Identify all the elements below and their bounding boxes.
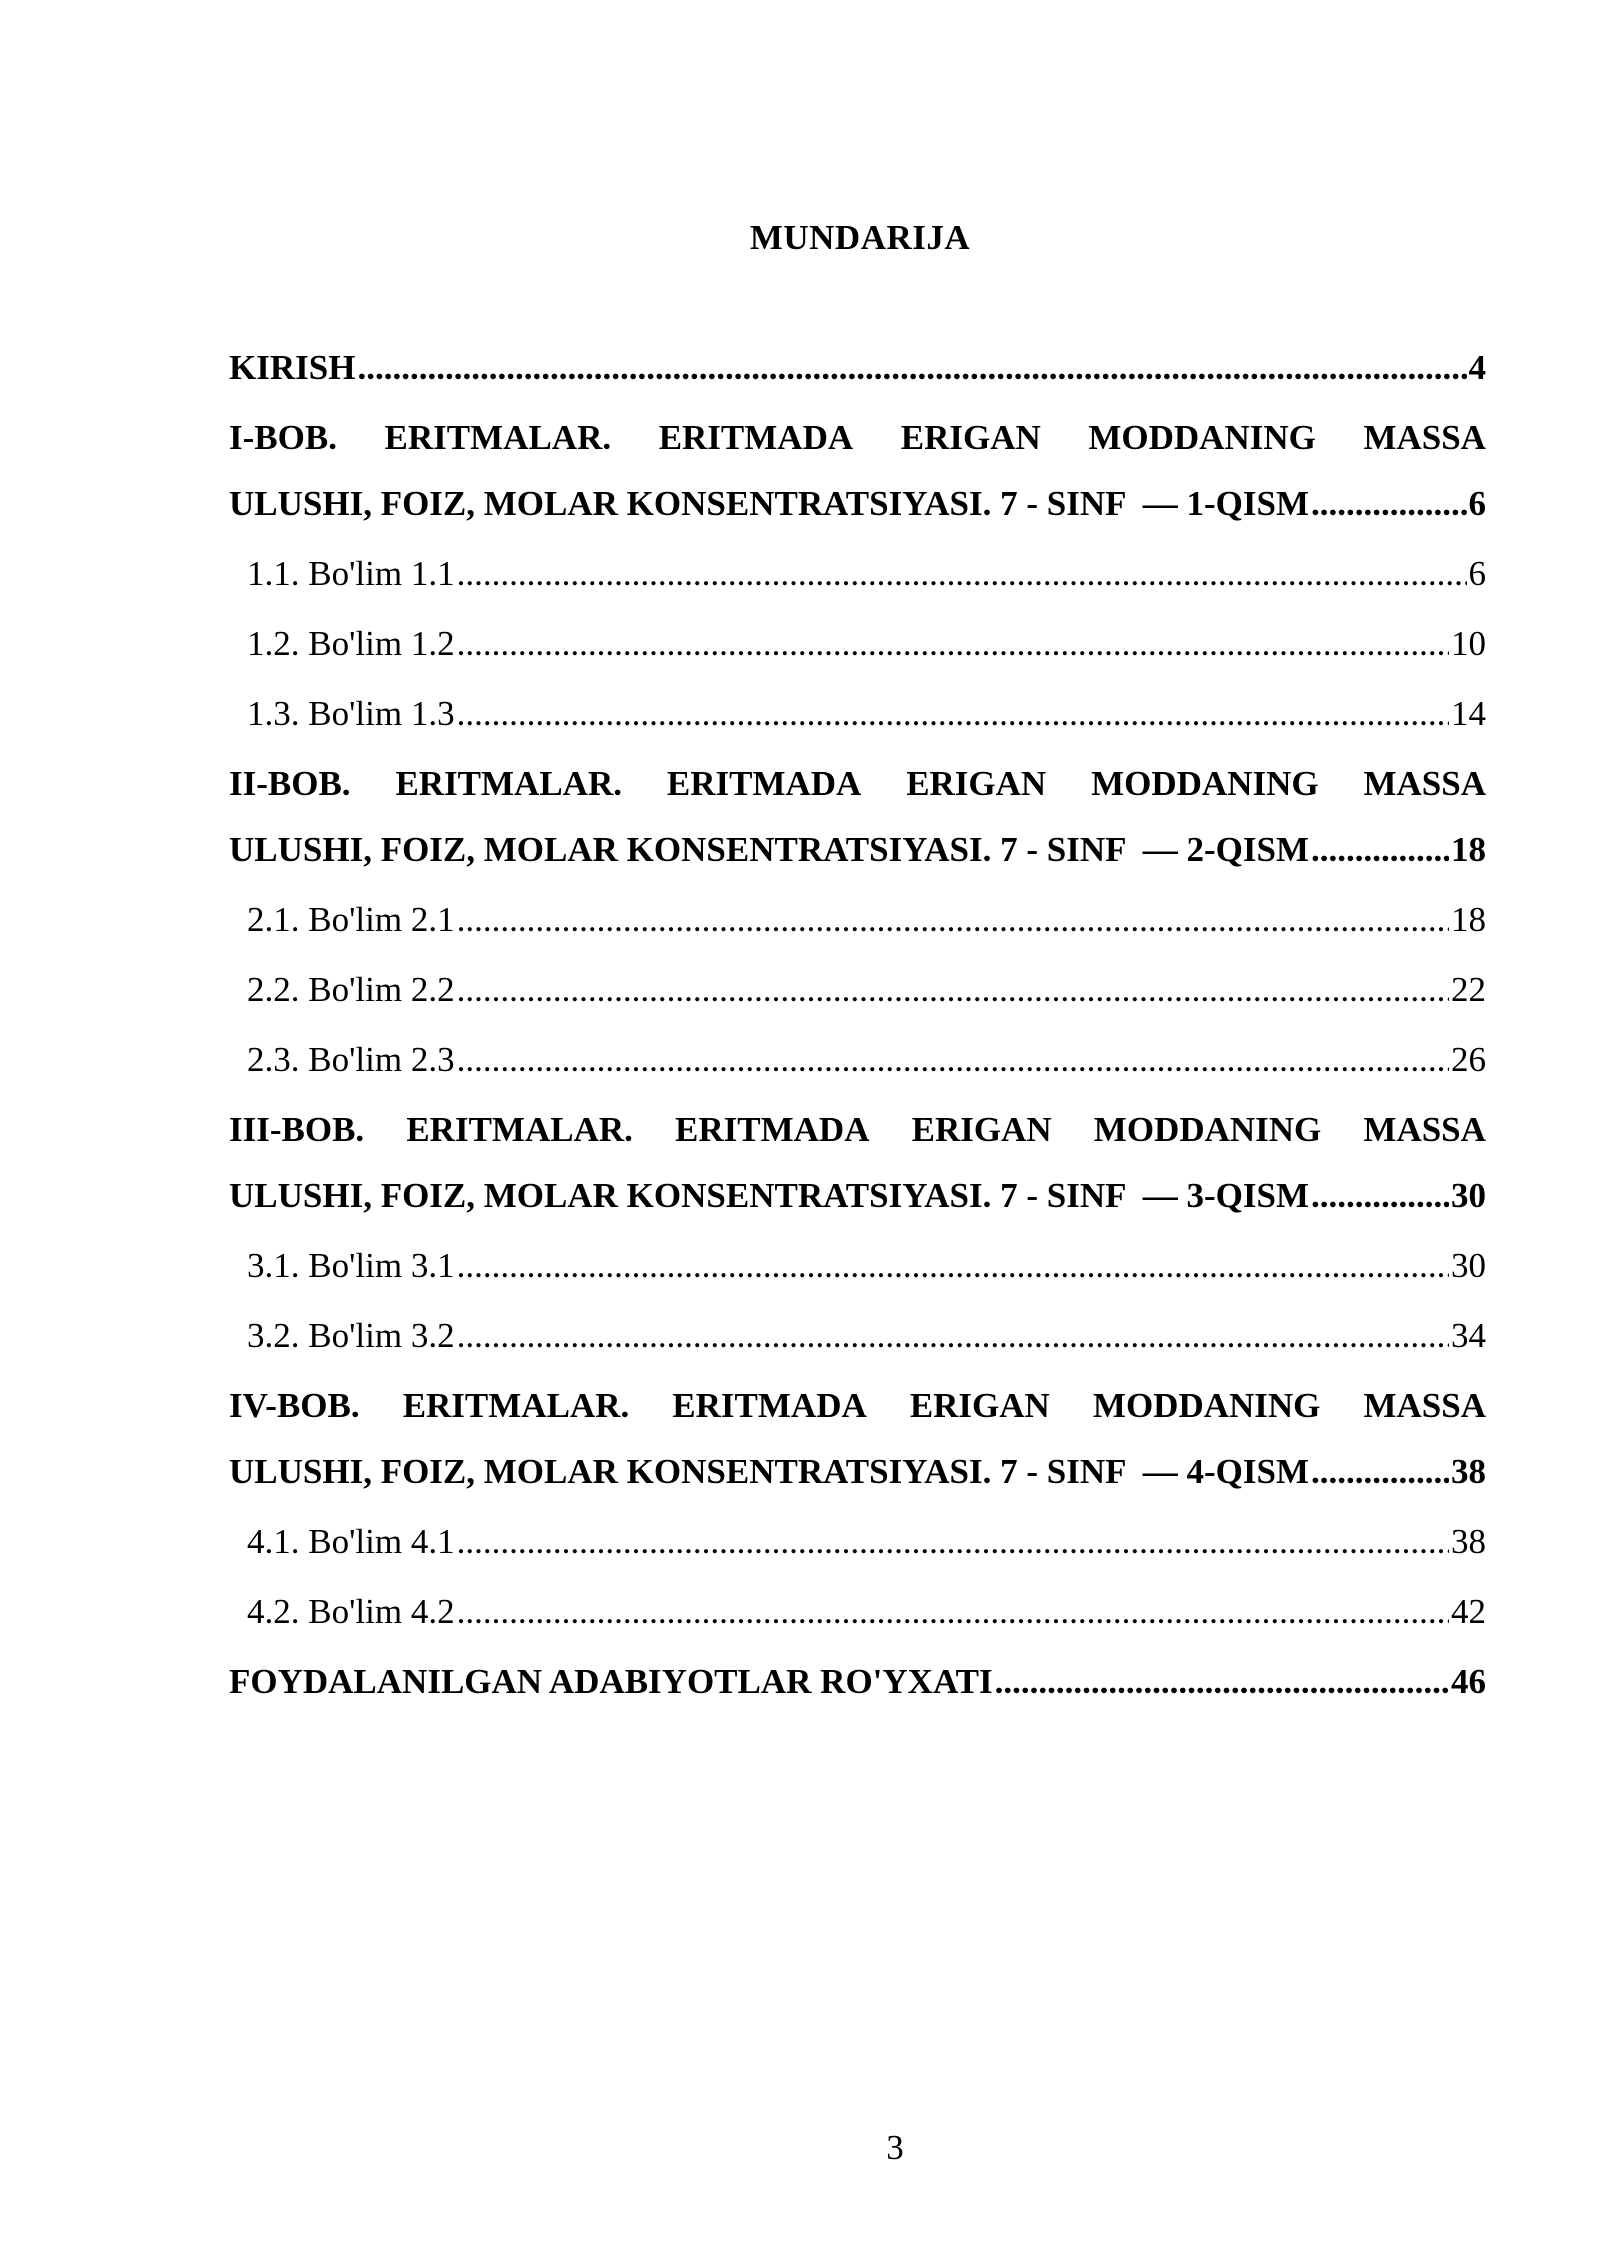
toc-entry-page: 6: [1468, 484, 1486, 523]
dot-leader: [1311, 830, 1449, 870]
chapter-title-word: MASSA: [1363, 418, 1486, 457]
toc-entry-references[interactable]: [229, 1662, 1486, 1702]
chapter-title-line1: [229, 1386, 1486, 1426]
chapter-title-line1: [229, 764, 1486, 804]
toc-entry-page: 46: [1451, 1662, 1486, 1701]
chapter-title-word: I-BOB.: [229, 418, 337, 457]
toc-chapter[interactable]: [229, 1386, 1486, 1632]
toc-entry-page: 6: [1468, 554, 1486, 593]
toc-entry-label: 2.1. Bo'lim 2.1: [247, 900, 455, 939]
table-of-contents: [229, 348, 1486, 1702]
chapter-title-word: MASSA: [1363, 1110, 1486, 1149]
dot-leader: [457, 900, 1449, 940]
dot-leader: [1311, 1452, 1449, 1492]
dot-leader: [457, 1246, 1449, 1286]
chapter-list: [229, 418, 1486, 1632]
dot-leader: [457, 1040, 1449, 1080]
toc-entry-page: 30: [1451, 1246, 1486, 1285]
toc-entry-label: 2.2. Bo'lim 2.2: [247, 970, 455, 1009]
toc-chapter[interactable]: [229, 418, 1486, 734]
toc-section-entry[interactable]: [229, 554, 1486, 594]
toc-entry-label: 2.3. Bo'lim 2.3: [247, 1040, 455, 1079]
toc-entry-label: 1.2. Bo'lim 1.2: [247, 624, 455, 663]
toc-entry-page: 10: [1451, 624, 1486, 663]
toc-section-entry[interactable]: [229, 694, 1486, 734]
toc-entry-page: 34: [1451, 1316, 1486, 1355]
toc-entry-page: 30: [1451, 1176, 1486, 1215]
toc-entry-page: 38: [1451, 1522, 1486, 1561]
chapter-title-line2: [229, 484, 1486, 524]
chapter-title-word: ERIGAN: [906, 764, 1047, 803]
chapter-title-line1: [229, 1110, 1486, 1150]
chapter-title-word: ERITMALAR.: [406, 1110, 633, 1149]
dot-leader: [357, 348, 1466, 388]
chapter-title-line2: [229, 830, 1486, 870]
chapter-title-word: II-BOB.: [229, 764, 351, 803]
chapter-title-line2: [229, 1176, 1486, 1216]
toc-entry-intro[interactable]: [229, 348, 1486, 388]
chapter-title-word: ERITMALAR.: [384, 418, 612, 457]
toc-entry-label: 3.1. Bo'lim 3.1: [247, 1246, 455, 1285]
toc-section-entry[interactable]: [229, 970, 1486, 1010]
chapter-title-word: MODDANING: [1093, 1110, 1322, 1149]
chapter-title-word: MODDANING: [1092, 1386, 1321, 1425]
toc-entry-label: FOYDALANILGAN ADABIYOTLAR RO'YXATI: [229, 1662, 993, 1701]
toc-entry-label: ULUSHI, FOIZ, MOLAR KONSENTRATSIYASI. 7 - SINF — 1-QISM: [229, 484, 1309, 523]
chapter-title-word: ERITMADA: [675, 1110, 870, 1149]
toc-entry-page: 38: [1451, 1452, 1486, 1491]
toc-entry-label: 4.1. Bo'lim 4.1: [247, 1522, 455, 1561]
chapter-title-word: ERIGAN: [909, 1386, 1050, 1425]
dot-leader: [457, 624, 1449, 664]
dot-leader: [457, 1522, 1449, 1562]
chapter-title-word: ERITMALAR.: [402, 1386, 630, 1425]
chapter-title-word: ERIGAN: [900, 418, 1041, 457]
toc-entry-label: 1.1. Bo'lim 1.1: [247, 554, 455, 593]
toc-entry-label: 4.2. Bo'lim 4.2: [247, 1592, 455, 1631]
page-title: MUNDARIJA: [749, 218, 971, 257]
chapter-title-line1: [229, 418, 1486, 458]
toc-section-entry[interactable]: [229, 1316, 1486, 1356]
toc-entry-page: 18: [1451, 900, 1486, 939]
toc-section-entry[interactable]: [229, 1592, 1486, 1632]
toc-entry-page: 4: [1468, 348, 1486, 387]
chapter-title-word: ERITMADA: [672, 1386, 867, 1425]
toc-entry-label: 1.3. Bo'lim 1.3: [247, 694, 455, 733]
toc-entry-label: ULUSHI, FOIZ, MOLAR KONSENTRATSIYASI. 7 - SINF — 4-QISM: [229, 1452, 1309, 1491]
chapter-title-word: MASSA: [1363, 1386, 1486, 1425]
dot-leader: [457, 970, 1449, 1010]
chapter-title-word: III-BOB.: [229, 1110, 365, 1149]
toc-entry-label: KIRISH: [229, 348, 356, 387]
toc-entry-label: ULUSHI, FOIZ, MOLAR KONSENTRATSIYASI. 7 - SINF — 2-QISM: [229, 830, 1309, 869]
chapter-title-word: IV-BOB.: [229, 1386, 360, 1425]
toc-entry-page: 26: [1451, 1040, 1486, 1079]
toc-chapter[interactable]: [229, 1110, 1486, 1356]
chapter-title-word: ERITMADA: [658, 418, 854, 457]
toc-entry-label: ULUSHI, FOIZ, MOLAR KONSENTRATSIYASI. 7 - SINF — 3-QISM: [229, 1176, 1309, 1215]
dot-leader: [457, 1316, 1449, 1356]
page-number: 3: [886, 2128, 904, 2167]
toc-section-entry[interactable]: [229, 1040, 1486, 1080]
chapter-title-word: MODDANING: [1088, 418, 1316, 457]
dot-leader: [457, 694, 1449, 734]
chapter-title-line2: [229, 1452, 1486, 1492]
toc-entry-page: 18: [1451, 830, 1486, 869]
toc-entry-page: 42: [1451, 1592, 1486, 1631]
dot-leader: [1311, 1176, 1449, 1216]
dot-leader: [995, 1662, 1449, 1702]
chapter-title-word: MASSA: [1363, 764, 1486, 803]
chapter-title-word: ERITMADA: [666, 764, 862, 803]
toc-section-entry[interactable]: [229, 1246, 1486, 1286]
dot-leader: [1311, 484, 1467, 524]
chapter-title-word: ERIGAN: [911, 1110, 1052, 1149]
toc-entry-page: 14: [1451, 694, 1486, 733]
toc-section-entry[interactable]: [229, 624, 1486, 664]
toc-chapter[interactable]: [229, 764, 1486, 1080]
toc-section-entry[interactable]: [229, 1522, 1486, 1562]
dot-leader: [457, 1592, 1449, 1632]
toc-entry-label: 3.2. Bo'lim 3.2: [247, 1316, 455, 1355]
chapter-title-word: ERITMALAR.: [395, 764, 622, 803]
dot-leader: [457, 554, 1467, 594]
toc-section-entry[interactable]: [229, 900, 1486, 940]
chapter-title-word: MODDANING: [1091, 764, 1319, 803]
toc-entry-page: 22: [1451, 970, 1486, 1009]
